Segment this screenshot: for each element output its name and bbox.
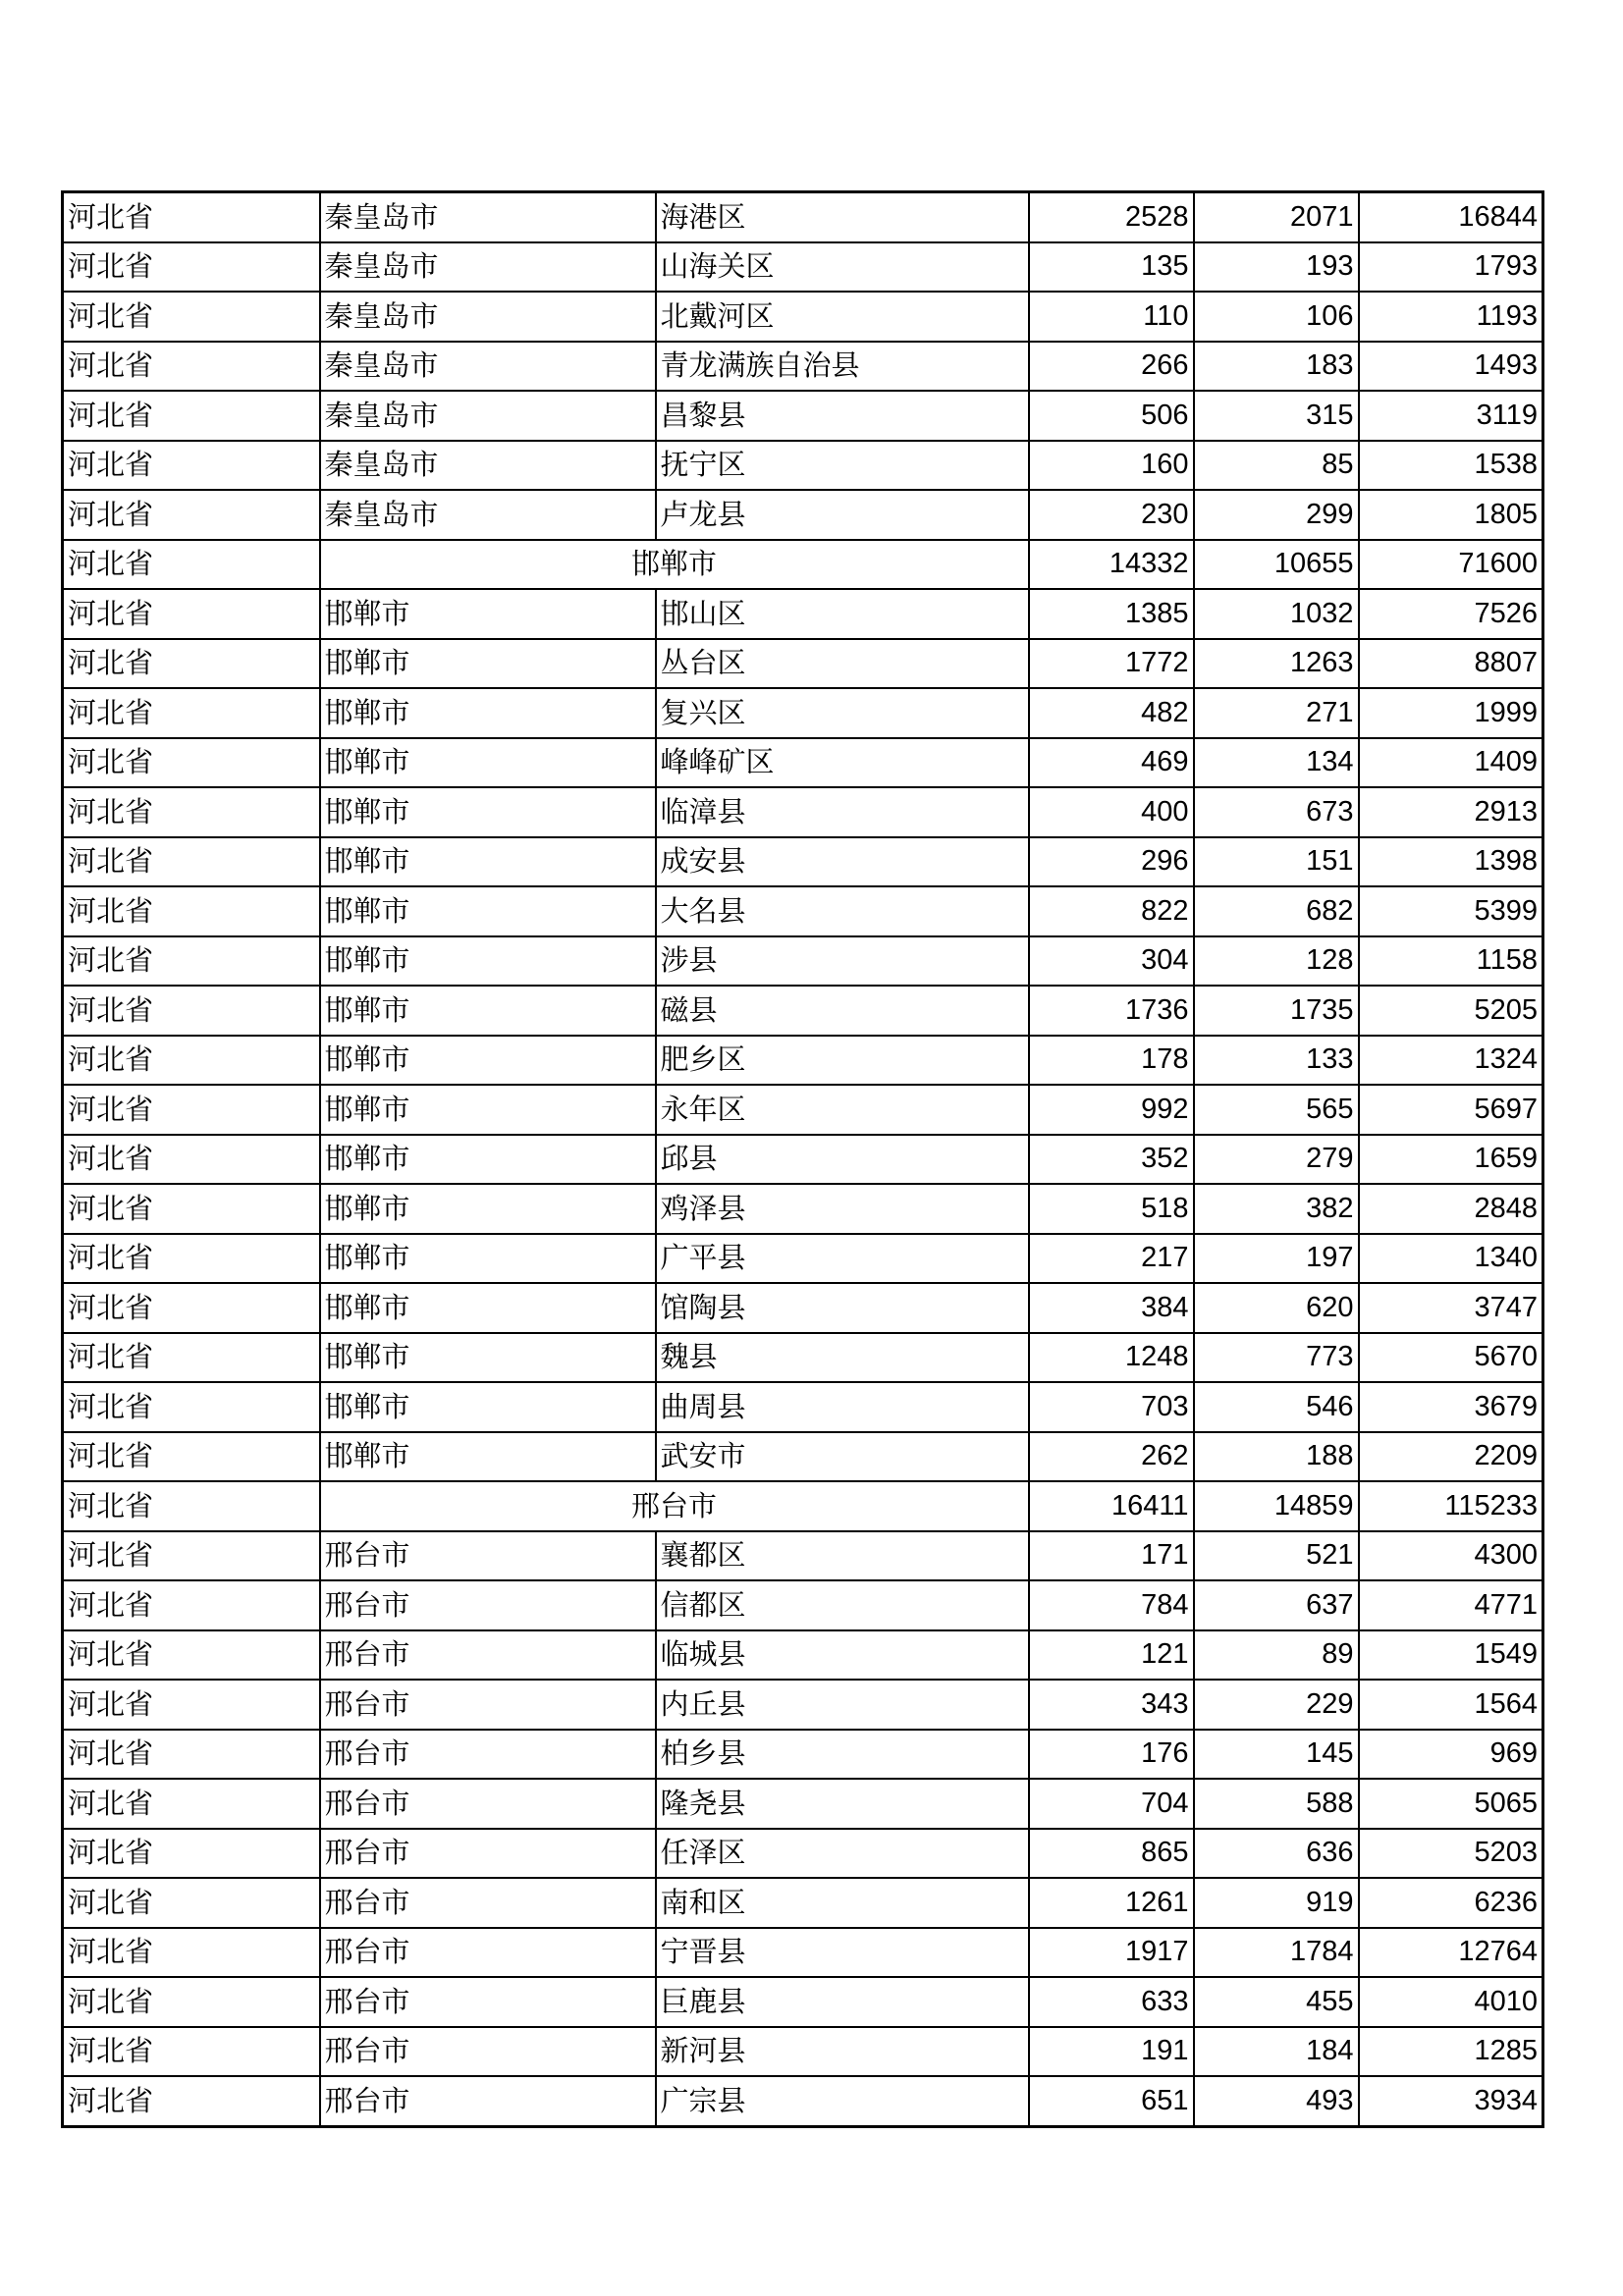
province-cell: 河北省 [63, 391, 320, 441]
city-cell: 邯郸市 [320, 1184, 656, 1234]
value-3-cell: 6236 [1359, 1878, 1543, 1928]
district-cell: 昌黎县 [656, 391, 1029, 441]
province-cell: 河北省 [63, 1531, 320, 1581]
value-3-cell: 1793 [1359, 242, 1543, 293]
table-row [63, 342, 1543, 392]
value-1-cell: 1736 [1029, 986, 1194, 1036]
value-2-cell: 106 [1194, 292, 1359, 342]
table-row [63, 1829, 1543, 1879]
value-2-cell: 299 [1194, 490, 1359, 540]
district-cell: 峰峰矿区 [656, 738, 1029, 788]
province-cell: 河北省 [63, 1779, 320, 1829]
value-3-cell: 16844 [1359, 192, 1543, 242]
value-3-cell: 4300 [1359, 1531, 1543, 1581]
table-row [63, 1333, 1543, 1383]
value-1-cell: 230 [1029, 490, 1194, 540]
value-2-cell: 2071 [1194, 192, 1359, 242]
value-1-cell: 343 [1029, 1680, 1194, 1730]
table-row [63, 2076, 1543, 2126]
table-row [63, 688, 1543, 738]
district-cell: 磁县 [656, 986, 1029, 1036]
province-cell: 河北省 [63, 787, 320, 837]
city-cell: 秦皇岛市 [320, 441, 656, 491]
value-3-cell: 1999 [1359, 688, 1543, 738]
city-cell: 邢台市 [320, 2027, 656, 2077]
value-2-cell: 919 [1194, 1878, 1359, 1928]
value-3-cell: 1549 [1359, 1630, 1543, 1681]
city-cell: 邯郸市 [320, 787, 656, 837]
value-3-cell: 1285 [1359, 2027, 1543, 2077]
province-cell: 河北省 [63, 1036, 320, 1086]
district-cell: 宁晋县 [656, 1928, 1029, 1978]
province-cell: 河北省 [63, 589, 320, 639]
province-cell: 河北省 [63, 886, 320, 936]
province-cell: 河北省 [63, 1580, 320, 1630]
district-cell: 邯山区 [656, 589, 1029, 639]
value-1-cell: 178 [1029, 1036, 1194, 1086]
district-cell: 临城县 [656, 1630, 1029, 1681]
value-3-cell: 3747 [1359, 1283, 1543, 1333]
province-cell: 河北省 [63, 1630, 320, 1681]
district-cell: 广宗县 [656, 2076, 1029, 2126]
city-total-cell: 邢台市 [320, 1481, 1029, 1531]
district-cell: 信都区 [656, 1580, 1029, 1630]
value-1-cell: 822 [1029, 886, 1194, 936]
value-2-cell: 521 [1194, 1531, 1359, 1581]
district-cell: 抚宁区 [656, 441, 1029, 491]
province-cell: 河北省 [63, 2027, 320, 2077]
city-cell: 邯郸市 [320, 886, 656, 936]
table-row [63, 1580, 1543, 1630]
province-cell: 河北省 [63, 1829, 320, 1879]
city-cell: 邢台市 [320, 1680, 656, 1730]
value-3-cell: 1538 [1359, 441, 1543, 491]
province-cell: 河北省 [63, 242, 320, 293]
value-3-cell: 1409 [1359, 738, 1543, 788]
value-2-cell: 133 [1194, 1036, 1359, 1086]
value-3-cell: 115233 [1359, 1481, 1543, 1531]
value-2-cell: 565 [1194, 1085, 1359, 1135]
city-cell: 邢台市 [320, 1829, 656, 1879]
province-cell: 河北省 [63, 1085, 320, 1135]
district-cell: 广平县 [656, 1234, 1029, 1284]
value-1-cell: 1917 [1029, 1928, 1194, 1978]
city-cell: 邯郸市 [320, 1333, 656, 1383]
value-2-cell: 588 [1194, 1779, 1359, 1829]
table-row [63, 1680, 1543, 1730]
city-cell: 邯郸市 [320, 1234, 656, 1284]
district-cell: 海港区 [656, 192, 1029, 242]
value-1-cell: 1248 [1029, 1333, 1194, 1383]
table-row [63, 886, 1543, 936]
district-cell: 丛台区 [656, 639, 1029, 689]
city-cell: 邯郸市 [320, 1283, 656, 1333]
value-2-cell: 193 [1194, 242, 1359, 293]
value-2-cell: 493 [1194, 2076, 1359, 2126]
table-row [63, 1928, 1543, 1978]
city-cell: 邢台市 [320, 1630, 656, 1681]
value-2-cell: 637 [1194, 1580, 1359, 1630]
value-1-cell: 703 [1029, 1382, 1194, 1432]
table-row [63, 1036, 1543, 1086]
table-row [63, 787, 1543, 837]
city-cell: 秦皇岛市 [320, 391, 656, 441]
district-cell: 永年区 [656, 1085, 1029, 1135]
value-3-cell: 969 [1359, 1730, 1543, 1780]
value-1-cell: 304 [1029, 936, 1194, 987]
value-2-cell: 1735 [1194, 986, 1359, 1036]
table-row [63, 1531, 1543, 1581]
value-2-cell: 673 [1194, 787, 1359, 837]
province-cell: 河北省 [63, 986, 320, 1036]
city-summary-row [63, 1481, 1543, 1531]
value-1-cell: 217 [1029, 1234, 1194, 1284]
district-cell: 肥乡区 [656, 1036, 1029, 1086]
value-2-cell: 620 [1194, 1283, 1359, 1333]
value-1-cell: 704 [1029, 1779, 1194, 1829]
value-2-cell: 682 [1194, 886, 1359, 936]
value-1-cell: 121 [1029, 1630, 1194, 1681]
city-cell: 邢台市 [320, 1580, 656, 1630]
value-2-cell: 14859 [1194, 1481, 1359, 1531]
table-row [63, 936, 1543, 987]
district-cell: 新河县 [656, 2027, 1029, 2077]
value-2-cell: 229 [1194, 1680, 1359, 1730]
province-cell: 河北省 [63, 1977, 320, 2027]
table-row [63, 242, 1543, 293]
value-1-cell: 384 [1029, 1283, 1194, 1333]
value-2-cell: 10655 [1194, 540, 1359, 590]
province-cell: 河北省 [63, 1680, 320, 1730]
district-cell: 鸡泽县 [656, 1184, 1029, 1234]
province-cell: 河北省 [63, 688, 320, 738]
value-3-cell: 5697 [1359, 1085, 1543, 1135]
value-1-cell: 262 [1029, 1432, 1194, 1482]
value-1-cell: 176 [1029, 1730, 1194, 1780]
city-cell: 秦皇岛市 [320, 192, 656, 242]
value-3-cell: 12764 [1359, 1928, 1543, 1978]
district-cell: 临漳县 [656, 787, 1029, 837]
value-3-cell: 1805 [1359, 490, 1543, 540]
value-3-cell: 2848 [1359, 1184, 1543, 1234]
district-cell: 青龙满族自治县 [656, 342, 1029, 392]
value-1-cell: 352 [1029, 1135, 1194, 1185]
value-3-cell: 1564 [1359, 1680, 1543, 1730]
district-cell: 武安市 [656, 1432, 1029, 1482]
value-3-cell: 7526 [1359, 589, 1543, 639]
table-row [63, 1184, 1543, 1234]
district-cell: 大名县 [656, 886, 1029, 936]
value-3-cell: 1493 [1359, 342, 1543, 392]
table-row [63, 738, 1543, 788]
value-2-cell: 1263 [1194, 639, 1359, 689]
city-cell: 邢台市 [320, 1928, 656, 1978]
table-row [63, 1432, 1543, 1482]
value-3-cell: 71600 [1359, 540, 1543, 590]
city-cell: 邢台市 [320, 1730, 656, 1780]
value-3-cell: 1340 [1359, 1234, 1543, 1284]
data-table [61, 190, 1544, 2128]
province-cell: 河北省 [63, 1382, 320, 1432]
district-cell: 成安县 [656, 837, 1029, 887]
city-cell: 邯郸市 [320, 1085, 656, 1135]
district-cell: 南和区 [656, 1878, 1029, 1928]
city-cell: 秦皇岛市 [320, 342, 656, 392]
value-1-cell: 633 [1029, 1977, 1194, 2027]
value-3-cell: 5203 [1359, 1829, 1543, 1879]
value-2-cell: 455 [1194, 1977, 1359, 2027]
value-3-cell: 2913 [1359, 787, 1543, 837]
district-cell: 内丘县 [656, 1680, 1029, 1730]
value-3-cell: 3679 [1359, 1382, 1543, 1432]
province-cell: 河北省 [63, 1283, 320, 1333]
province-cell: 河北省 [63, 1184, 320, 1234]
value-1-cell: 296 [1029, 837, 1194, 887]
value-1-cell: 865 [1029, 1829, 1194, 1879]
value-3-cell: 2209 [1359, 1432, 1543, 1482]
district-cell: 巨鹿县 [656, 1977, 1029, 2027]
province-cell: 河北省 [63, 1432, 320, 1482]
city-cell: 邯郸市 [320, 589, 656, 639]
value-2-cell: 271 [1194, 688, 1359, 738]
city-total-cell: 邯郸市 [320, 540, 1029, 590]
province-cell: 河北省 [63, 1234, 320, 1284]
city-summary-row [63, 540, 1543, 590]
value-2-cell: 184 [1194, 2027, 1359, 2077]
table-row [63, 1977, 1543, 2027]
value-3-cell: 3934 [1359, 2076, 1543, 2126]
table-row [63, 2027, 1543, 2077]
value-1-cell: 1772 [1029, 639, 1194, 689]
value-3-cell: 1193 [1359, 292, 1543, 342]
city-cell: 邢台市 [320, 1779, 656, 1829]
district-cell: 山海关区 [656, 242, 1029, 293]
city-cell: 邯郸市 [320, 639, 656, 689]
table-row [63, 589, 1543, 639]
district-cell: 馆陶县 [656, 1283, 1029, 1333]
value-1-cell: 518 [1029, 1184, 1194, 1234]
value-1-cell: 1261 [1029, 1878, 1194, 1928]
table-row [63, 441, 1543, 491]
city-cell: 秦皇岛市 [320, 242, 656, 293]
province-cell: 河北省 [63, 639, 320, 689]
value-2-cell: 128 [1194, 936, 1359, 987]
city-cell: 邢台市 [320, 1878, 656, 1928]
value-3-cell: 1324 [1359, 1036, 1543, 1086]
district-cell: 任泽区 [656, 1829, 1029, 1879]
province-cell: 河北省 [63, 1481, 320, 1531]
city-cell: 秦皇岛市 [320, 292, 656, 342]
province-cell: 河北省 [63, 292, 320, 342]
value-1-cell: 469 [1029, 738, 1194, 788]
city-cell: 邢台市 [320, 2076, 656, 2126]
province-cell: 河北省 [63, 1135, 320, 1185]
table-row [63, 639, 1543, 689]
value-2-cell: 183 [1194, 342, 1359, 392]
value-1-cell: 14332 [1029, 540, 1194, 590]
province-cell: 河北省 [63, 1928, 320, 1978]
value-3-cell: 8807 [1359, 639, 1543, 689]
district-cell: 邱县 [656, 1135, 1029, 1185]
table-row [63, 1630, 1543, 1681]
table-row [63, 986, 1543, 1036]
province-cell: 河北省 [63, 936, 320, 987]
table-row [63, 837, 1543, 887]
value-1-cell: 191 [1029, 2027, 1194, 2077]
city-cell: 邯郸市 [320, 1432, 656, 1482]
table-body [63, 192, 1543, 2127]
value-1-cell: 2528 [1029, 192, 1194, 242]
city-cell: 邯郸市 [320, 1382, 656, 1432]
table-row [63, 1085, 1543, 1135]
table-row [63, 1779, 1543, 1829]
province-cell: 河北省 [63, 2076, 320, 2126]
value-2-cell: 85 [1194, 441, 1359, 491]
district-cell: 涉县 [656, 936, 1029, 987]
value-2-cell: 1784 [1194, 1928, 1359, 1978]
province-cell: 河北省 [63, 540, 320, 590]
table-row [63, 1135, 1543, 1185]
value-2-cell: 188 [1194, 1432, 1359, 1482]
city-cell: 秦皇岛市 [320, 490, 656, 540]
value-2-cell: 382 [1194, 1184, 1359, 1234]
value-3-cell: 1659 [1359, 1135, 1543, 1185]
value-1-cell: 784 [1029, 1580, 1194, 1630]
value-1-cell: 1385 [1029, 589, 1194, 639]
value-3-cell: 4010 [1359, 1977, 1543, 2027]
table-row [63, 1382, 1543, 1432]
province-cell: 河北省 [63, 490, 320, 540]
table-row [63, 490, 1543, 540]
province-cell: 河北省 [63, 192, 320, 242]
province-cell: 河北省 [63, 441, 320, 491]
table-row [63, 292, 1543, 342]
value-1-cell: 160 [1029, 441, 1194, 491]
city-cell: 邢台市 [320, 1531, 656, 1581]
value-1-cell: 135 [1029, 242, 1194, 293]
value-2-cell: 145 [1194, 1730, 1359, 1780]
value-3-cell: 3119 [1359, 391, 1543, 441]
province-cell: 河北省 [63, 342, 320, 392]
value-1-cell: 482 [1029, 688, 1194, 738]
city-cell: 邯郸市 [320, 1036, 656, 1086]
value-2-cell: 197 [1194, 1234, 1359, 1284]
value-1-cell: 992 [1029, 1085, 1194, 1135]
province-cell: 河北省 [63, 1878, 320, 1928]
value-2-cell: 89 [1194, 1630, 1359, 1681]
table-row [63, 1878, 1543, 1928]
province-cell: 河北省 [63, 738, 320, 788]
value-1-cell: 266 [1029, 342, 1194, 392]
value-2-cell: 636 [1194, 1829, 1359, 1879]
value-3-cell: 5399 [1359, 886, 1543, 936]
province-cell: 河北省 [63, 837, 320, 887]
table-row [63, 1234, 1543, 1284]
district-cell: 魏县 [656, 1333, 1029, 1383]
city-cell: 邯郸市 [320, 837, 656, 887]
district-cell: 襄都区 [656, 1531, 1029, 1581]
value-3-cell: 1158 [1359, 936, 1543, 987]
city-cell: 邢台市 [320, 1977, 656, 2027]
value-2-cell: 773 [1194, 1333, 1359, 1383]
table-row [63, 1283, 1543, 1333]
value-1-cell: 110 [1029, 292, 1194, 342]
value-3-cell: 4771 [1359, 1580, 1543, 1630]
value-3-cell: 5205 [1359, 986, 1543, 1036]
district-cell: 隆尧县 [656, 1779, 1029, 1829]
province-cell: 河北省 [63, 1333, 320, 1383]
table-row [63, 192, 1543, 242]
district-cell: 柏乡县 [656, 1730, 1029, 1780]
value-2-cell: 151 [1194, 837, 1359, 887]
value-1-cell: 400 [1029, 787, 1194, 837]
district-cell: 曲周县 [656, 1382, 1029, 1432]
value-1-cell: 16411 [1029, 1481, 1194, 1531]
table-row [63, 1730, 1543, 1780]
value-1-cell: 651 [1029, 2076, 1194, 2126]
district-cell: 复兴区 [656, 688, 1029, 738]
value-1-cell: 171 [1029, 1531, 1194, 1581]
value-2-cell: 546 [1194, 1382, 1359, 1432]
value-2-cell: 134 [1194, 738, 1359, 788]
district-cell: 北戴河区 [656, 292, 1029, 342]
value-2-cell: 279 [1194, 1135, 1359, 1185]
district-cell: 卢龙县 [656, 490, 1029, 540]
province-cell: 河北省 [63, 1730, 320, 1780]
value-2-cell: 1032 [1194, 589, 1359, 639]
value-3-cell: 1398 [1359, 837, 1543, 887]
value-1-cell: 506 [1029, 391, 1194, 441]
city-cell: 邯郸市 [320, 986, 656, 1036]
city-cell: 邯郸市 [320, 688, 656, 738]
city-cell: 邯郸市 [320, 1135, 656, 1185]
value-3-cell: 5065 [1359, 1779, 1543, 1829]
value-3-cell: 5670 [1359, 1333, 1543, 1383]
value-2-cell: 315 [1194, 391, 1359, 441]
table-row [63, 391, 1543, 441]
city-cell: 邯郸市 [320, 738, 656, 788]
city-cell: 邯郸市 [320, 936, 656, 987]
